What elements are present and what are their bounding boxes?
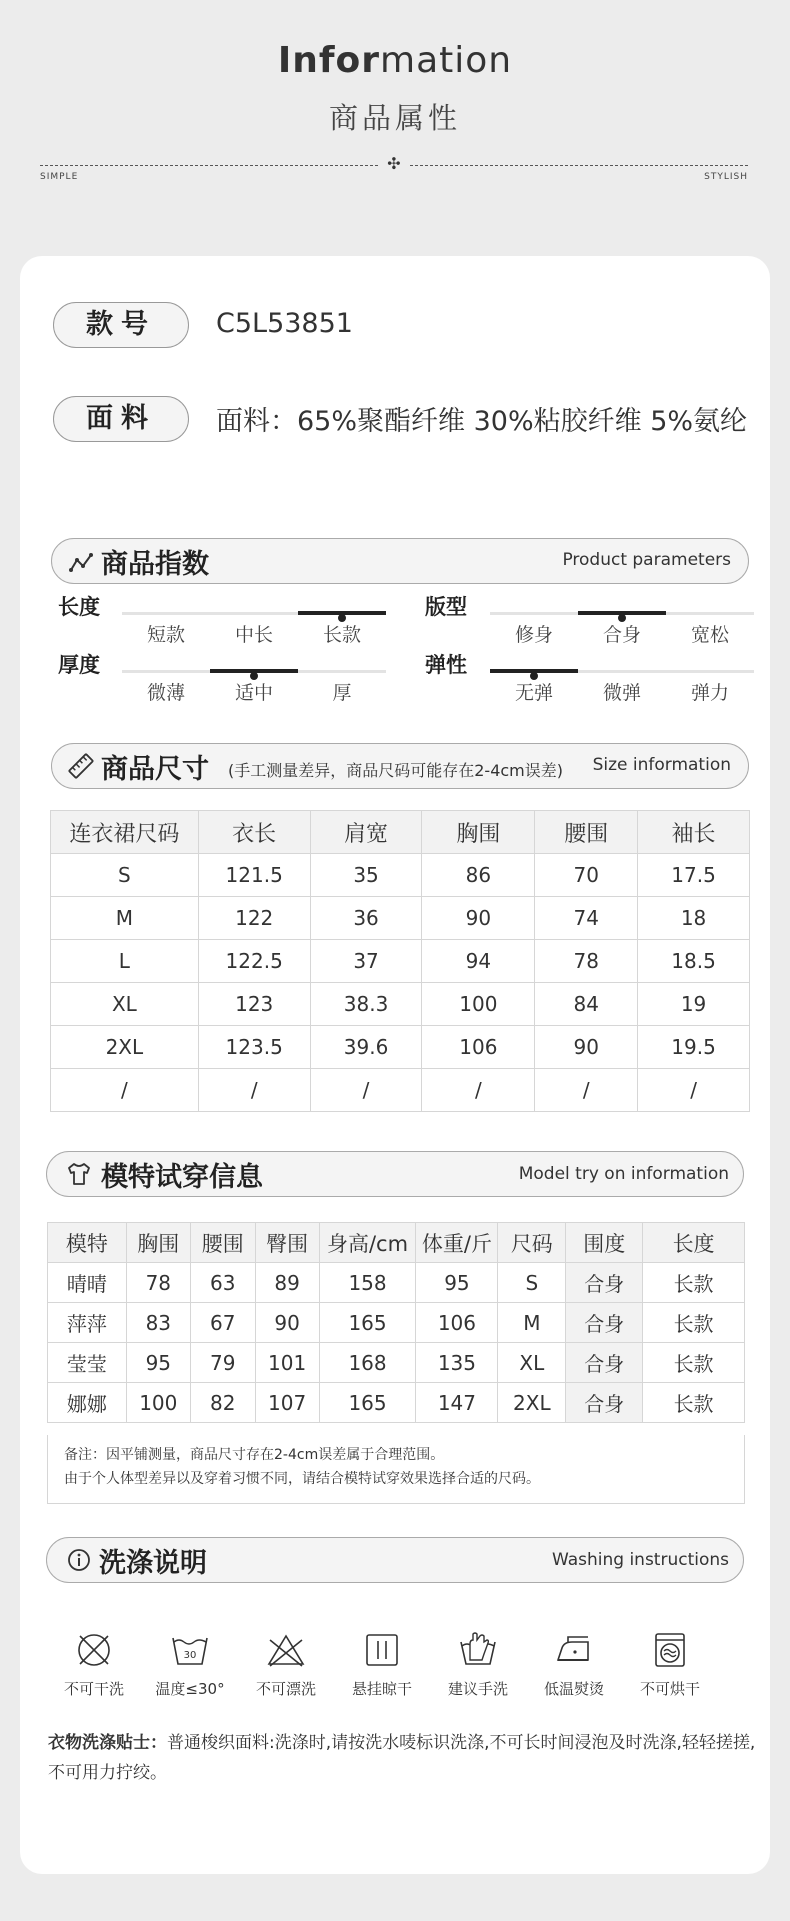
size-header-cell: 衣长 (198, 811, 310, 854)
table-row (48, 1303, 745, 1343)
header-title: Information (277, 40, 513, 81)
model-cell: 83 (126, 1303, 190, 1343)
model-cell: 95 (126, 1343, 190, 1383)
param-label: 长度 (58, 595, 100, 619)
param-option: 无弹 (514, 682, 553, 704)
fabric-value: 面料：65%聚酯纤维 30%粘胶纤维 5%氨纶 (216, 406, 748, 437)
size-cell: / (535, 1069, 638, 1112)
table-row (51, 983, 750, 1026)
no-dry-clean-icon (74, 1630, 114, 1670)
wash-item (334, 1630, 430, 1699)
size-header-row (51, 811, 750, 854)
param-option: 长款 (322, 624, 361, 646)
size-cell: 2XL (51, 1026, 199, 1069)
size-cell: 37 (310, 940, 422, 983)
size-cell: 39.6 (310, 1026, 422, 1069)
size-cell: 78 (535, 940, 638, 983)
model-cell: 长款 (643, 1263, 745, 1303)
model-cell: 萍萍 (48, 1303, 127, 1343)
size-cell: 70 (535, 854, 638, 897)
model-cell: 95 (416, 1263, 498, 1303)
model-header-cell: 胸围 (126, 1223, 190, 1263)
wash-temp-text: 30 (183, 1650, 197, 1661)
model-note-line2: 由于个人体型差异以及穿着习惯不同，请结合模特试穿效果选择合适的尺码。 (64, 1471, 540, 1487)
model-cell: S (498, 1263, 566, 1303)
model-cell: 101 (255, 1343, 319, 1383)
wash-label: 悬挂晾干 (351, 1680, 412, 1698)
model-cell: 168 (319, 1343, 416, 1383)
param-label: 厚度 (58, 653, 100, 677)
model-cell: M (498, 1303, 566, 1343)
size-cell: / (310, 1069, 422, 1112)
size-cell: 94 (422, 940, 535, 983)
model-cell: 晴晴 (48, 1263, 127, 1303)
model-header-cell: 腰围 (190, 1223, 255, 1263)
size-cell: / (638, 1069, 750, 1112)
param-option: 中长 (234, 624, 273, 646)
size-cell: 90 (422, 897, 535, 940)
model-cell: 2XL (498, 1383, 566, 1423)
cross-icon: ✣ (387, 154, 401, 173)
model-cell: 107 (255, 1383, 319, 1423)
model-header-cell: 体重/斤 (416, 1223, 498, 1263)
size-cell: 100 (422, 983, 535, 1026)
model-header-cell: 模特 (48, 1223, 127, 1263)
model-cell: 长款 (643, 1343, 745, 1383)
model-cell: 82 (190, 1383, 255, 1423)
param-label: 弹性 (425, 653, 467, 677)
size-cell: 123.5 (198, 1026, 310, 1069)
size-cell: L (51, 940, 199, 983)
style-no-value: C5L53851 (216, 308, 353, 339)
size-cell: 86 (422, 854, 535, 897)
model-cell: 63 (190, 1263, 255, 1303)
model-cell: 100 (126, 1383, 190, 1423)
size-cell: 36 (310, 897, 422, 940)
table-row (51, 897, 750, 940)
model-title-en: Model try on information (518, 1164, 729, 1184)
size-cell: / (198, 1069, 310, 1112)
model-cell: 106 (416, 1303, 498, 1343)
hang-dry-icon (362, 1630, 402, 1670)
wash-item (238, 1630, 334, 1699)
size-cell: 18 (638, 897, 750, 940)
size-cell: 38.3 (310, 983, 422, 1026)
model-header-row (48, 1223, 745, 1263)
model-header-cell: 围度 (566, 1223, 643, 1263)
param-option: 短款 (146, 624, 185, 646)
param-option: 弹力 (690, 682, 729, 704)
size-cell: M (51, 897, 199, 940)
model-note (47, 1435, 745, 1504)
size-header-cell: 腰围 (535, 811, 638, 854)
param-option: 合身 (602, 624, 641, 646)
size-cell: 84 (535, 983, 638, 1026)
size-cell: 106 (422, 1026, 535, 1069)
size-cell: S (51, 854, 199, 897)
size-cell: / (422, 1069, 535, 1112)
size-header-cell: 胸围 (422, 811, 535, 854)
params-title-en: Product parameters (562, 550, 731, 570)
size-table (50, 810, 750, 1112)
size-note: (手工测量差异，商品尺码可能存在2-4cm误差) (228, 761, 564, 780)
param-option: 微薄 (146, 682, 185, 704)
size-cell: / (51, 1069, 199, 1112)
wash-item (142, 1630, 238, 1699)
table-row (51, 940, 750, 983)
model-cell: 长款 (643, 1303, 745, 1343)
size-cell: 90 (535, 1026, 638, 1069)
param-label: 版型 (425, 595, 467, 619)
wash-label: 建议手洗 (447, 1680, 508, 1698)
size-header-cell: 肩宽 (310, 811, 422, 854)
model-header-cell: 臀围 (255, 1223, 319, 1263)
wash-title: 洗涤说明 (99, 1548, 207, 1579)
model-cell: 135 (416, 1343, 498, 1383)
model-header-cell: 长度 (643, 1223, 745, 1263)
model-cell: 147 (416, 1383, 498, 1423)
size-cell: 17.5 (638, 854, 750, 897)
model-table (47, 1222, 745, 1423)
wash-item (526, 1630, 622, 1699)
info-icon (66, 1547, 92, 1573)
size-title: 商品尺寸 (101, 754, 209, 785)
fabric-label: 面料 (53, 396, 189, 442)
style-no-label: 款号 (53, 302, 189, 348)
table-row (48, 1383, 745, 1423)
model-cell: 合身 (566, 1263, 643, 1303)
size-cell: 122.5 (198, 940, 310, 983)
model-cell: 89 (255, 1263, 319, 1303)
model-cell: 158 (319, 1263, 416, 1303)
model-note-line1: 备注：因平铺测量，商品尺寸存在2-4cm误差属于合理范围。 (64, 1447, 445, 1463)
simple-tag: SIMPLE (40, 172, 79, 182)
model-cell: 合身 (566, 1303, 643, 1343)
table-row (48, 1263, 745, 1303)
no-tumble-dry-icon (650, 1630, 690, 1670)
wash-label: 低温熨烫 (543, 1680, 604, 1698)
no-bleach-icon (266, 1630, 306, 1670)
size-title-en: Size information (592, 755, 731, 775)
size-cell: 35 (310, 854, 422, 897)
model-header-cell: 身高/cm (319, 1223, 416, 1263)
model-cell: 娜娜 (48, 1383, 127, 1423)
params-title: 商品指数 (101, 549, 209, 580)
hand-wash-icon (458, 1630, 498, 1670)
size-cell: 122 (198, 897, 310, 940)
wash-icons (46, 1630, 736, 1699)
wash-label: 不可烘干 (639, 1680, 700, 1698)
model-cell: 莹莹 (48, 1343, 127, 1383)
table-row (51, 1069, 750, 1112)
model-title: 模特试穿信息 (101, 1162, 263, 1193)
model-cell: 长款 (643, 1383, 745, 1423)
wash-label: 不可干洗 (63, 1680, 124, 1698)
model-cell: 78 (126, 1263, 190, 1303)
divider (40, 165, 378, 166)
param-option: 修身 (514, 624, 553, 646)
size-cell: 123 (198, 983, 310, 1026)
model-cell: 90 (255, 1303, 319, 1343)
table-row (51, 854, 750, 897)
model-cell: XL (498, 1343, 566, 1383)
model-cell: 165 (319, 1303, 416, 1343)
model-header-cell: 尺码 (498, 1223, 566, 1263)
size-cell: 18.5 (638, 940, 750, 983)
model-cell: 合身 (566, 1343, 643, 1383)
param-option: 适中 (234, 682, 273, 704)
wash-item (622, 1630, 718, 1699)
param-option: 宽松 (690, 624, 729, 646)
stylish-tag: STYLISH (704, 172, 748, 182)
size-cell: 121.5 (198, 854, 310, 897)
wash-item (430, 1630, 526, 1699)
wash-tips-label: 衣物洗涤贴士： (48, 1733, 167, 1753)
param-option: 厚 (332, 682, 352, 704)
table-row (48, 1343, 745, 1383)
size-cell: 19 (638, 983, 750, 1026)
low-iron-icon (554, 1630, 594, 1670)
param-option: 微弹 (602, 682, 641, 704)
size-cell: 74 (535, 897, 638, 940)
wash-label: 温度≤30° (155, 1680, 225, 1698)
wash-tips-text: 普通梭织面料:洗涤时,请按洗水唛标识洗涤,不可长时间浸泡及时洗涤,轻轻搓搓,不可用力拧绞。 (48, 1733, 756, 1783)
model-cell: 165 (319, 1383, 416, 1423)
wash-title-en: Washing instructions (551, 1550, 729, 1570)
ruler-icon (68, 753, 94, 779)
size-header-cell: 连衣裙尺码 (51, 811, 199, 854)
divider (410, 165, 748, 166)
shirt-icon (66, 1161, 92, 1187)
model-cell: 67 (190, 1303, 255, 1343)
trend-icon (68, 550, 94, 576)
header-subtitle: 商品属性 (328, 101, 461, 135)
wash-item (46, 1630, 142, 1699)
size-header-cell: 袖长 (638, 811, 750, 854)
size-cell: 19.5 (638, 1026, 750, 1069)
wash-tips (48, 1728, 758, 1788)
wash-label: 不可漂洗 (255, 1680, 316, 1698)
size-cell: XL (51, 983, 199, 1026)
model-cell: 79 (190, 1343, 255, 1383)
table-row (51, 1026, 750, 1069)
wash-30-icon (170, 1630, 210, 1670)
model-cell: 合身 (566, 1383, 643, 1423)
